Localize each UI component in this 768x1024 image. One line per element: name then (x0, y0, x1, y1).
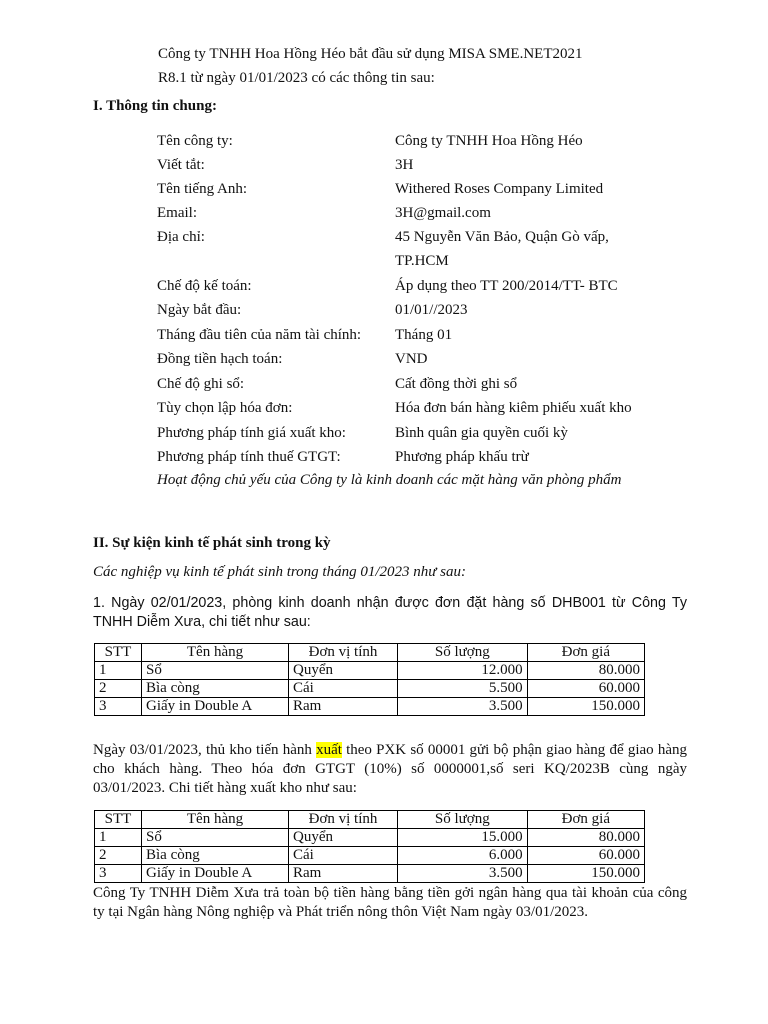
header-item-name: Tên hàng (142, 644, 289, 662)
order-table (94, 643, 645, 716)
info-row (0, 181, 768, 205)
info-row (0, 229, 768, 269)
row-quantity: 15.000 (398, 829, 528, 847)
info-row (0, 400, 768, 424)
delivery-table (94, 810, 645, 883)
info-row (0, 133, 768, 157)
row-stt: 2 (95, 847, 142, 865)
info-value: Bình quân gia quyền cuối kỳ (395, 425, 568, 441)
row-unit: Quyển (289, 829, 398, 847)
highlighted-word: xuất (316, 742, 342, 758)
section-2-subheading: Các nghiệp vụ kinh tế phát sinh trong tháng 01/2023 như sau: (93, 564, 467, 580)
row-quantity: 3.500 (398, 698, 528, 716)
row-unit-price: 60.000 (527, 680, 644, 698)
info-label: Chế độ kế toán: (157, 278, 252, 294)
table-row (95, 680, 645, 698)
info-value: 3H@gmail.com (395, 205, 491, 221)
row-item-name: Bìa còng (142, 680, 289, 698)
info-value: Công ty TNHH Hoa Hồng Héo (395, 133, 583, 149)
info-row (0, 278, 768, 302)
info-value: 45 Nguyễn Văn Bảo, Quận Gò vấp, (395, 229, 609, 245)
row-stt: 2 (95, 680, 142, 698)
info-label: Đồng tiền hạch toán: (157, 351, 283, 367)
info-label: Địa chỉ: (157, 229, 205, 245)
info-value: VND (395, 351, 428, 367)
table-row (95, 829, 645, 847)
table-row (95, 698, 645, 716)
info-row (0, 351, 768, 375)
row-quantity: 5.500 (398, 680, 528, 698)
info-label: Ngày bắt đầu: (157, 302, 242, 318)
row-unit: Quyển (289, 662, 398, 680)
header-unit: Đơn vị tính (289, 811, 398, 829)
info-label: Viết tắt: (157, 157, 205, 173)
info-value: 01/01//2023 (395, 302, 468, 318)
intro-line-1: Công ty TNHH Hoa Hồng Héo bắt đầu sử dụng MISA SME.NET2021 (158, 46, 583, 62)
row-item-name: Giấy in Double A (142, 865, 289, 883)
info-label: Tên tiếng Anh: (157, 181, 247, 197)
header-unit: Đơn vị tính (289, 644, 398, 662)
info-label: Email: (157, 205, 197, 221)
activity-note: Hoạt động chủ yếu của Công ty là kinh doanh các mặt hàng văn phòng phẩm (157, 472, 622, 488)
info-row (0, 205, 768, 229)
row-item-name: Sổ (142, 662, 289, 680)
info-value: Áp dụng theo TT 200/2014/TT- BTC (395, 278, 618, 294)
info-value: Withered Roses Company Limited (395, 181, 604, 197)
delivery-text-start: Ngày 03/01/2023, thủ kho tiến hành (93, 742, 317, 758)
info-row (0, 302, 768, 326)
intro-text (158, 42, 583, 90)
info-row (0, 157, 768, 181)
table-row (95, 865, 645, 883)
header-unit-price: Đơn giá (527, 644, 644, 662)
header-stt: STT (95, 644, 142, 662)
row-unit: Cái (289, 847, 398, 865)
row-unit: Ram (289, 865, 398, 883)
table-header-row (95, 811, 645, 829)
info-row (0, 327, 768, 351)
row-stt: 1 (95, 829, 142, 847)
row-stt: 3 (95, 698, 142, 716)
row-stt: 1 (95, 662, 142, 680)
header-unit-price: Đơn giá (527, 811, 644, 829)
info-value: Tháng 01 (395, 327, 453, 343)
info-label: Phương pháp tính giá xuất kho: (157, 425, 346, 441)
delivery-text-end: theo PXK số 00001 gửi bộ phận giao hàng để giao hàng cho khách hàng. Theo hóa đơn GTGT (10%) số 0000001,số seri KQ/2023B cùng ngày 03/01/2023. Chi tiết hàng xuất kho như sau: (93, 742, 687, 796)
row-unit-price: 150.000 (527, 698, 644, 716)
header-quantity: Số lượng (398, 644, 528, 662)
row-stt: 3 (95, 865, 142, 883)
info-value: Phương pháp khấu trừ (395, 449, 529, 465)
info-label: Tùy chọn lập hóa đơn: (157, 400, 293, 416)
row-item-name: Sổ (142, 829, 289, 847)
info-label: Chế độ ghi sổ: (157, 376, 245, 392)
info-value: Hóa đơn bán hàng kiêm phiếu xuất kho (395, 400, 632, 416)
transaction-1-paragraph: 1. Ngày 02/01/2023, phòng kinh doanh nhận được đơn đặt hàng số DHB001 từ Công Ty TNHH Diễm Xưa, chi tiết như sau: (93, 595, 687, 630)
info-row (0, 425, 768, 449)
info-value: Cất đồng thời ghi sổ (395, 376, 518, 392)
header-stt: STT (95, 811, 142, 829)
info-label: Tên công ty: (157, 133, 233, 149)
row-unit: Ram (289, 698, 398, 716)
row-item-name: Giấy in Double A (142, 698, 289, 716)
header-item-name: Tên hàng (142, 811, 289, 829)
transaction-1-delivery-paragraph (93, 741, 687, 798)
table-header-row (95, 644, 645, 662)
row-item-name: Bìa còng (142, 847, 289, 865)
row-unit-price: 80.000 (527, 829, 644, 847)
section-2-heading: II. Sự kiện kinh tế phát sinh trong kỳ (93, 535, 331, 551)
table-row (95, 847, 645, 865)
info-value: 3H (395, 157, 414, 173)
header-quantity: Số lượng (398, 811, 528, 829)
info-label: Tháng đầu tiên của năm tài chính: (157, 327, 362, 343)
payment-paragraph: Công Ty TNHH Diễm Xưa trả toàn bộ tiền hàng bằng tiền gởi ngân hàng qua tài khoản của công ty tại Ngân hàng Nông nghiệp và Phát triển nông thôn Việt Nam ngày 03/01/2023. (93, 885, 687, 920)
row-unit-price: 150.000 (527, 865, 644, 883)
info-value-continued: TP.HCM (395, 253, 449, 269)
row-unit: Cái (289, 680, 398, 698)
info-row (0, 376, 768, 400)
row-quantity: 3.500 (398, 865, 528, 883)
info-row (0, 449, 768, 473)
info-label: Phương pháp tính thuế GTGT: (157, 449, 341, 465)
row-unit-price: 60.000 (527, 847, 644, 865)
row-quantity: 12.000 (398, 662, 528, 680)
row-quantity: 6.000 (398, 847, 528, 865)
row-unit-price: 80.000 (527, 662, 644, 680)
section-1-heading: I. Thông tin chung: (93, 98, 217, 114)
table-row (95, 662, 645, 680)
intro-line-2: R8.1 từ ngày 01/01/2023 có các thông tin sau: (158, 70, 435, 86)
